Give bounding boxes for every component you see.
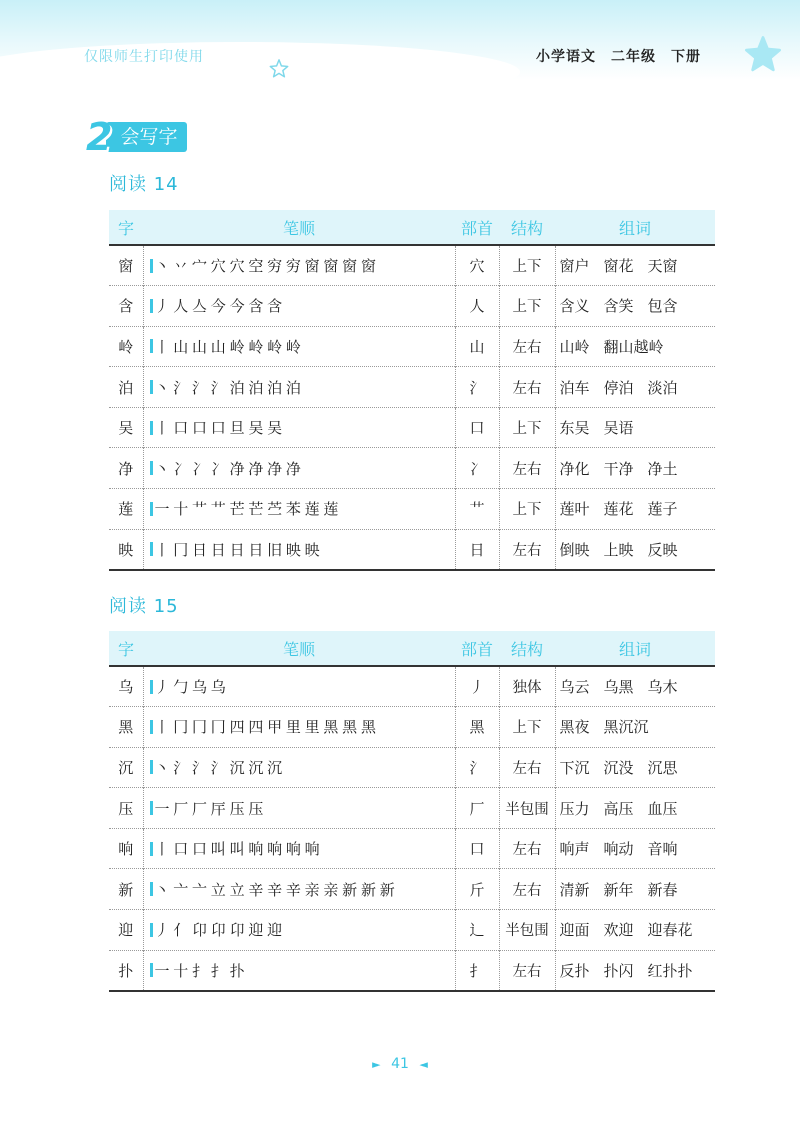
stroke-order-wrap (144, 716, 455, 737)
stroke-order-text: 丶 亠 亠 立 立 辛 辛 辛 亲 亲 新 新 新 (154, 880, 395, 899)
radical-cell: 辶 (455, 910, 499, 951)
header-words: 组词 (555, 210, 715, 245)
table-header-row (109, 210, 715, 245)
section-label: 会写字 (106, 122, 187, 152)
structure-cell: 上下 (499, 407, 555, 448)
stroke-marker (150, 801, 153, 815)
stroke-order-wrap (144, 919, 455, 940)
stroke-marker (150, 760, 153, 774)
structure-cell: 左右 (499, 950, 555, 991)
word-item: 泊车 (559, 378, 590, 397)
word-item: 清新 (559, 880, 590, 899)
stroke-marker (150, 299, 153, 313)
char-cell: 泊 (118, 378, 134, 397)
stroke-order-cell (143, 367, 455, 408)
stroke-marker (150, 680, 153, 694)
stroke-marker (150, 842, 153, 856)
words-cell (555, 869, 715, 910)
stroke-order-cell (143, 910, 455, 951)
word-item: 响声 (559, 840, 590, 859)
char-cell: 压 (118, 799, 134, 818)
unit-title: 阅读 14 (109, 174, 179, 195)
stroke-marker (150, 882, 153, 896)
structure-cell: 左右 (499, 747, 555, 788)
word-item: 音响 (647, 840, 678, 859)
radical-cell: 日 (455, 529, 499, 570)
word-item: 莲叶 (559, 500, 590, 519)
words-cell (555, 529, 715, 570)
header-radical: 部首 (455, 210, 499, 245)
header-structure: 结构 (499, 631, 555, 666)
radical-cell: 人 (455, 286, 499, 327)
char-cell: 新 (118, 880, 134, 899)
word-item: 新年 (603, 880, 634, 899)
word-item: 莲花 (603, 500, 634, 519)
words-cell (555, 828, 715, 869)
table-row (109, 707, 715, 748)
section-number: 2 (86, 115, 113, 159)
words-cell (555, 245, 715, 286)
word-item: 新春 (647, 880, 678, 899)
structure-cell: 上下 (499, 245, 555, 286)
radical-cell: 艹 (455, 489, 499, 530)
structure-cell: 上下 (499, 489, 555, 530)
word-item: 窗户 (559, 257, 590, 276)
chevron-left-icon: ◄ (419, 1058, 428, 1071)
stroke-order-text: 丿 人 亼 今 今 含 含 (154, 297, 282, 316)
stroke-marker (150, 542, 153, 556)
stroke-order-cell (143, 489, 455, 530)
char-cell: 岭 (118, 337, 134, 356)
chevron-right-icon: ► (372, 1058, 381, 1071)
words-cell (555, 489, 715, 530)
word-item: 倒映 (559, 540, 590, 559)
words-cell (555, 367, 715, 408)
stroke-order-cell (143, 407, 455, 448)
word-item: 迎春花 (647, 921, 693, 940)
stroke-order-text: 丨 冂 冂 冂 四 四 甲 里 里 黑 黑 黑 (154, 718, 376, 737)
table-row (109, 828, 715, 869)
structure-cell: 左右 (499, 326, 555, 367)
stroke-order-text: 丶 丷 宀 穴 穴 空 穷 穷 窗 窗 窗 窗 (154, 257, 376, 276)
word-item: 山岭 (559, 337, 590, 356)
word-item: 含义 (559, 297, 590, 316)
word-item: 淡泊 (647, 378, 678, 397)
word-item: 天窗 (647, 257, 678, 276)
radical-cell: 冫 (455, 448, 499, 489)
character-table (109, 210, 715, 571)
stroke-order-wrap (144, 676, 455, 697)
words-cell (555, 326, 715, 367)
stroke-marker (150, 259, 153, 273)
stroke-marker (150, 421, 153, 435)
stroke-order-wrap (144, 960, 455, 981)
structure-cell: 左右 (499, 828, 555, 869)
header-stroke-order: 笔顺 (143, 210, 455, 245)
stroke-marker (150, 380, 153, 394)
page-number (0, 1056, 800, 1072)
stroke-order-text: 丨 冂 日 日 日 日 旧 映 映 (154, 540, 320, 559)
stroke-order-text: 一 十 艹 艹 芒 芒 苎 苯 莲 莲 (154, 500, 338, 519)
stroke-marker (150, 502, 153, 516)
table-row (109, 326, 715, 367)
radical-cell: 氵 (455, 367, 499, 408)
structure-cell: 左右 (499, 869, 555, 910)
table-row (109, 869, 715, 910)
word-item: 迎面 (559, 921, 590, 940)
word-item: 包含 (647, 297, 678, 316)
table-row (109, 286, 715, 327)
word-item: 乌黑 (603, 678, 634, 697)
stroke-order-wrap (144, 417, 455, 438)
structure-cell: 半包围 (499, 788, 555, 829)
stroke-order-cell (143, 707, 455, 748)
word-item: 莲子 (647, 500, 678, 519)
stroke-order-wrap (144, 539, 455, 560)
radical-cell: 黑 (455, 707, 499, 748)
stroke-marker (150, 720, 153, 734)
radical-cell: 氵 (455, 747, 499, 788)
char-cell: 黑 (118, 718, 134, 737)
structure-cell: 上下 (499, 707, 555, 748)
page-number-text: 41 (391, 1056, 409, 1072)
stroke-order-wrap (144, 838, 455, 859)
word-item: 扑闪 (603, 961, 634, 980)
radical-cell: 扌 (455, 950, 499, 991)
watermark-text: 仅限师生打印使用 (84, 49, 204, 65)
table-row (109, 788, 715, 829)
stroke-order-wrap (144, 255, 455, 276)
stroke-order-cell (143, 529, 455, 570)
word-item: 干净 (603, 459, 634, 478)
word-item: 红扑扑 (647, 961, 693, 980)
stroke-order-wrap (144, 798, 455, 819)
words-cell (555, 448, 715, 489)
word-item: 高压 (603, 799, 634, 818)
table-row (109, 910, 715, 951)
word-item: 翻山越岭 (603, 337, 664, 356)
table-row (109, 666, 715, 707)
header-stroke-order: 笔顺 (143, 631, 455, 666)
stroke-order-wrap (144, 377, 455, 398)
char-cell: 净 (118, 459, 134, 478)
stroke-marker (150, 963, 153, 977)
header-char: 字 (109, 631, 143, 666)
word-item: 净土 (647, 459, 678, 478)
radical-cell: 口 (455, 828, 499, 869)
stroke-order-cell (143, 828, 455, 869)
word-item: 沉没 (603, 758, 634, 777)
table-row (109, 448, 715, 489)
table-row (109, 245, 715, 286)
stroke-order-text: 丨 口 口 叫 叫 响 响 响 响 (154, 840, 320, 859)
radical-cell: 山 (455, 326, 499, 367)
words-cell (555, 407, 715, 448)
stroke-order-wrap (144, 336, 455, 357)
stroke-order-text: 丶 冫 冫 冫 净 净 净 净 (154, 459, 301, 478)
word-item: 反映 (647, 540, 678, 559)
words-cell (555, 788, 715, 829)
stroke-order-text: 丶 氵 氵 氵 泊 泊 泊 泊 (154, 378, 301, 397)
word-item: 东吴 (559, 419, 590, 438)
stroke-order-wrap (144, 879, 455, 900)
words-cell (555, 747, 715, 788)
word-item: 下沉 (559, 758, 590, 777)
radical-cell: 斤 (455, 869, 499, 910)
table-row (109, 407, 715, 448)
words-cell (555, 910, 715, 951)
words-cell (555, 950, 715, 991)
char-cell: 窗 (118, 257, 134, 276)
stroke-order-text: 丶 氵 氵 氵 沉 沉 沉 (154, 758, 282, 777)
running-head: 小学语文 二年级 下册 (536, 49, 701, 65)
stroke-order-cell (143, 326, 455, 367)
structure-cell: 左右 (499, 529, 555, 570)
structure-cell: 半包围 (499, 910, 555, 951)
stroke-order-cell (143, 788, 455, 829)
radical-cell: 穴 (455, 245, 499, 286)
word-item: 压力 (559, 799, 590, 818)
char-cell: 含 (118, 297, 134, 316)
char-cell: 吴 (118, 419, 134, 438)
stroke-order-cell (143, 245, 455, 286)
structure-cell: 左右 (499, 367, 555, 408)
word-item: 停泊 (603, 378, 634, 397)
unit-title: 阅读 15 (109, 596, 179, 617)
stroke-order-cell (143, 950, 455, 991)
radical-cell: 口 (455, 407, 499, 448)
stroke-order-cell (143, 869, 455, 910)
char-cell: 响 (118, 840, 134, 859)
table-row (109, 489, 715, 530)
char-cell: 扑 (118, 961, 134, 980)
character-table (109, 631, 715, 992)
word-item: 乌木 (647, 678, 678, 697)
banner-wave (0, 42, 520, 80)
stroke-order-wrap (144, 498, 455, 519)
word-item: 净化 (559, 459, 590, 478)
table-header-row (109, 631, 715, 666)
table-row (109, 367, 715, 408)
word-item: 吴语 (603, 419, 634, 438)
radical-cell: 丿 (455, 666, 499, 707)
star-icon (268, 58, 290, 80)
header-char: 字 (109, 210, 143, 245)
stroke-order-text: 丿 亻 卬 卬 卬 迎 迎 (154, 921, 282, 940)
word-item: 血压 (647, 799, 678, 818)
words-cell (555, 286, 715, 327)
stroke-order-text: 丨 口 口 口 旦 吴 吴 (154, 419, 282, 438)
stroke-order-cell (143, 666, 455, 707)
radical-cell: 厂 (455, 788, 499, 829)
stroke-order-text: 丨 山 山 山 岭 岭 岭 岭 (154, 337, 301, 356)
stroke-order-wrap (144, 458, 455, 479)
words-cell (555, 666, 715, 707)
word-item: 沉思 (647, 758, 678, 777)
word-item: 乌云 (559, 678, 590, 697)
stroke-order-cell (143, 747, 455, 788)
structure-cell: 上下 (499, 286, 555, 327)
word-item: 上映 (603, 540, 634, 559)
stroke-order-wrap (144, 295, 455, 316)
header-words: 组词 (555, 631, 715, 666)
words-cell (555, 707, 715, 748)
char-cell: 乌 (118, 678, 134, 697)
stroke-order-text: 一 厂 厂 厈 压 压 (154, 799, 263, 818)
table-row (109, 747, 715, 788)
star-icon (742, 34, 784, 76)
stroke-order-text: 一 十 扌 扌 扑 (154, 961, 245, 980)
top-banner (0, 0, 800, 80)
word-item: 窗花 (603, 257, 634, 276)
stroke-order-wrap (144, 757, 455, 778)
header-structure: 结构 (499, 210, 555, 245)
word-item: 黑夜 (559, 718, 590, 737)
char-cell: 迎 (118, 921, 134, 940)
header-radical: 部首 (455, 631, 499, 666)
char-cell: 莲 (118, 500, 134, 519)
word-item: 含笑 (603, 297, 634, 316)
char-cell: 沉 (118, 758, 134, 777)
stroke-marker (150, 461, 153, 475)
stroke-order-text: 丿 勹 乌 乌 (154, 678, 226, 697)
table-row (109, 529, 715, 570)
stroke-marker (150, 923, 153, 937)
structure-cell: 独体 (499, 666, 555, 707)
structure-cell: 左右 (499, 448, 555, 489)
section-badge (86, 115, 187, 159)
stroke-order-cell (143, 286, 455, 327)
stroke-marker (150, 339, 153, 353)
char-cell: 映 (118, 540, 134, 559)
stroke-order-cell (143, 448, 455, 489)
table-row (109, 950, 715, 991)
word-item: 反扑 (559, 961, 590, 980)
word-item: 黑沉沉 (603, 718, 649, 737)
word-item: 响动 (603, 840, 634, 859)
word-item: 欢迎 (603, 921, 634, 940)
